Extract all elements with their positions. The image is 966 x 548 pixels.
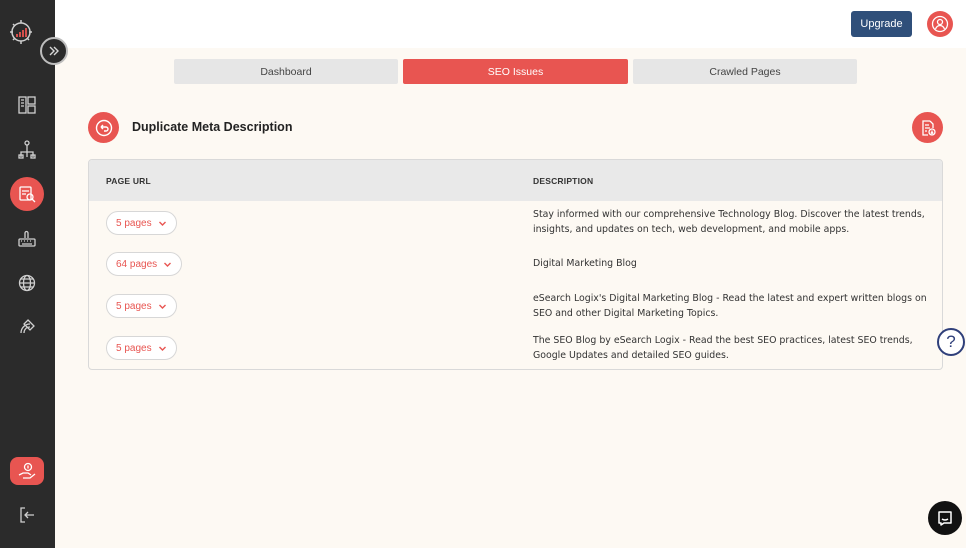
table-row	[89, 285, 942, 327]
chevron-down-icon	[158, 344, 167, 353]
help-button[interactable]	[937, 328, 965, 356]
tab-seo-issues[interactable]: SEO Issues	[403, 59, 628, 84]
logo-gear-chart-icon[interactable]	[8, 18, 36, 46]
sidebar-item-site-structure[interactable]	[10, 132, 44, 166]
table-row	[89, 327, 942, 369]
question-icon: ?	[946, 332, 956, 351]
sidebar	[0, 0, 55, 548]
sidebar-item-seo-audit[interactable]	[10, 177, 44, 211]
back-arrow-icon	[95, 119, 113, 137]
sidebar-item-logout[interactable]	[10, 498, 44, 532]
pages-dropdown[interactable]	[106, 211, 177, 235]
pages-count: 5 pages	[116, 217, 152, 229]
tab-crawled-pages[interactable]: Crawled Pages	[633, 59, 857, 84]
column-header-description: DESCRIPTION	[533, 176, 594, 186]
chevron-down-icon	[158, 219, 167, 228]
row-description: Digital Marketing Blog	[533, 258, 637, 269]
pages-count: 5 pages	[116, 300, 152, 312]
keyboard-hand-icon	[17, 229, 37, 249]
table-header	[89, 160, 942, 201]
user-avatar[interactable]	[927, 11, 953, 37]
globe-icon	[17, 273, 37, 293]
pages-dropdown[interactable]	[106, 252, 182, 276]
satellite-icon	[17, 317, 37, 337]
sidebar-item-keyword[interactable]	[10, 222, 44, 256]
upgrade-button[interactable]: Upgrade	[851, 11, 912, 37]
row-description: The SEO Blog by eSearch Logix - Read the best SEO practices, latest SEO trends, Google Updates and detailed SEO guides.	[533, 335, 913, 361]
pages-dropdown[interactable]	[106, 294, 177, 318]
seo-audit-icon	[17, 184, 37, 204]
pages-dropdown[interactable]	[106, 336, 177, 360]
site-structure-icon	[17, 139, 37, 159]
row-description: Stay informed with our comprehensive Technology Blog. Discover the latest trends, insights, and updates on tech, web development, and mobile apps.	[533, 209, 925, 235]
export-report-button[interactable]	[912, 112, 943, 143]
sidebar-item-dashboard[interactable]	[10, 88, 44, 122]
sidebar-item-satellite[interactable]	[10, 310, 44, 344]
column-header-page-url: PAGE URL	[106, 176, 151, 186]
chevron-down-icon	[163, 260, 172, 269]
chat-icon	[936, 509, 954, 527]
logout-icon	[17, 505, 37, 525]
chevron-down-icon	[158, 302, 167, 311]
sidebar-toggle-button[interactable]	[40, 37, 68, 65]
row-description: eSearch Logix's Digital Marketing Blog - Read the latest and expert written blogs on SEO and other Digital Marketing Topics.	[533, 293, 927, 319]
table-row	[89, 201, 942, 243]
expand-chevrons-icon	[47, 44, 61, 58]
pages-count: 64 pages	[116, 258, 158, 270]
document-download-icon	[919, 119, 937, 137]
pages-count: 5 pages	[116, 342, 152, 354]
duplicate-meta-table	[88, 159, 943, 370]
money-hand-icon	[17, 461, 37, 481]
user-icon	[931, 15, 949, 33]
sidebar-item-money[interactable]	[10, 457, 44, 485]
page-title: Duplicate Meta Description	[132, 120, 293, 134]
dashboard-icon	[17, 95, 37, 115]
top-header	[55, 0, 966, 48]
chat-launcher-button[interactable]	[928, 501, 962, 535]
sidebar-item-globe[interactable]	[10, 266, 44, 300]
table-row	[89, 243, 942, 285]
tab-dashboard[interactable]: Dashboard	[174, 59, 398, 84]
back-button[interactable]	[88, 112, 119, 143]
